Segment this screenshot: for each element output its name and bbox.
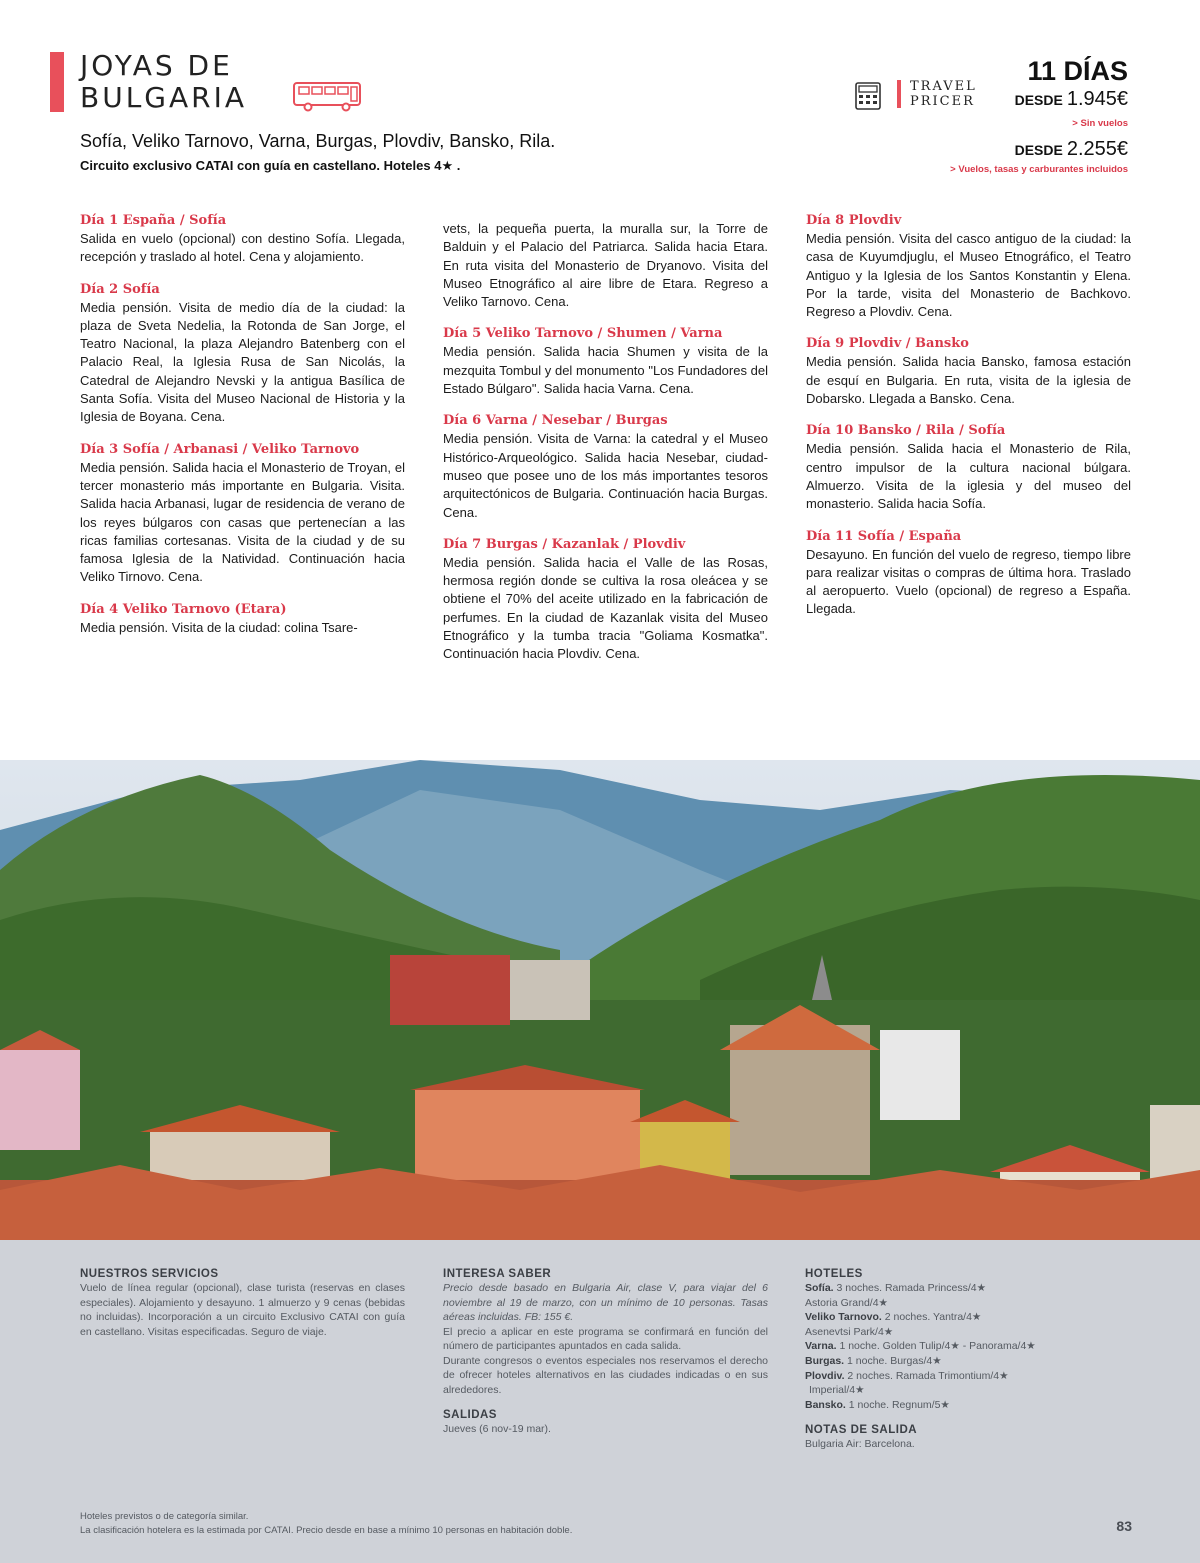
price-without-flights [1015, 88, 1128, 111]
itinerary-column-3 [806, 212, 1131, 633]
interesa-text-2: El precio a aplicar en este programa se confirmará en función del número de participantes apuntados en cada salida. [443, 1325, 768, 1352]
travel-pricer-line-2: PRICER [910, 94, 975, 109]
price-1-label: DESDE [1014, 92, 1063, 108]
day-text: Media pensión. Salida hacia Shumen y visita de la mezquita Tombul y del monumento "Los Fundadores del Estado Búlgaro". Salida hacia Varna. Cena. [443, 344, 768, 397]
hotel-city: Plovdiv. [805, 1369, 845, 1382]
notas-heading: NOTAS DE SALIDA [805, 1424, 918, 1437]
day-text: Media pensión. Visita del casco antiguo de la ciudad: la casa de Kuyumdjuglu, el Museo Etnográfico, el Teatro Antiguo y la Iglesia de los Santos Konstantin y Elena. Por la tarde, visita del Monasterio de Bachkovo. Regreso a Plovdiv. Cena. [806, 231, 1131, 320]
day-10 [806, 422, 1131, 513]
hotel-line: Astoria Grand/4★ [805, 1296, 888, 1309]
travel-pricer-label [910, 79, 977, 109]
hotels-section [805, 1268, 1130, 1452]
hotel-line [805, 1281, 1130, 1296]
day-6 [443, 412, 768, 521]
day-text: vets, la pequeña puerta, la muralla sur, la Torre de Balduin y el Palacio del Patriarca. Salida hacia Etara. En ruta visita del Monasterio de Dryanovo. Visita del Museo Etnográfico al aire libre de Etara. Regreso a Veliko Tarnovo. Cena. [443, 221, 768, 310]
day-2 [80, 281, 405, 427]
price-2-label: DESDE [1014, 142, 1063, 158]
hotel-line: Asenevtsi Park/4★ [805, 1325, 894, 1338]
day-4 [80, 601, 405, 637]
hotel-detail: 1 noche. Burgas/4★ [844, 1354, 942, 1367]
title-line-1: JOYAS DE [80, 49, 233, 82]
day-text: Media pensión. Salida hacia el Monasterio de Rila, centro impulsor de la cultura nacional búlgara. Almuerzo. Visita de la iglesia y del museo del monasterio. Salida hacia Sofía. [806, 441, 1131, 512]
page-number: 83 [1116, 1518, 1132, 1534]
travel-pricer-bar [897, 80, 901, 108]
day-9 [806, 335, 1131, 408]
price-2-amount: 2.255€ [1066, 138, 1128, 160]
hotel-line [805, 1354, 1130, 1369]
day-title: Día 8 Plovdiv [806, 213, 902, 228]
price-with-flights [1015, 138, 1128, 161]
hotel-detail: 2 noches. Ramada Trimontium/4★ [844, 1369, 1009, 1382]
trip-duration: 11 DÍAS [1027, 56, 1128, 86]
page-title [80, 50, 247, 114]
footnote-line-2: La clasificación hotelera es la estimada por CATAI. Precio desde en base a mínimo 10 personas en habitación doble. [80, 1525, 573, 1536]
travel-pricer-line-1: TRAVEL [910, 79, 977, 94]
salidas-heading: SALIDAS [443, 1409, 497, 1421]
interesa-text-1: Precio desde basado en Bulgaria Air, clase V, para viajar del 6 noviembre al 19 de marzo, con un mínimo de 10 personas. Tasas aéreas incluidas. FB: 155 €. [443, 1282, 768, 1323]
day-title: Día 6 Varna / Nesebar / Burgas [443, 413, 668, 429]
price-2-note: > Vuelos, tasas y carburantes incluidos [950, 164, 1128, 175]
day-11 [806, 528, 1131, 619]
day-title: Día 5 Veliko Tarnovo / Shumen / Varna [443, 326, 723, 342]
hotel-detail: 3 noches. Ramada Princess/4★ [833, 1282, 986, 1294]
footnote [80, 1510, 572, 1538]
hotel-city: Bansko. [805, 1398, 846, 1411]
day-title: Día 1 España / Sofía [80, 213, 227, 228]
day-title: Día 11 Sofía / España [806, 528, 962, 544]
day-text: Media pensión. Visita de medio día de la ciudad: la plaza de Sveta Nedelia, la Rotonda de San Jorge, el Teatro Nacional, la plaza Alejandro Batenberg con el Palacio Real, la Iglesia Rusa de San Nicolás, la Catedral de Alejandro Nevski y la antigua Basílica de Santa Sofía. Visita del Museo Nacional de Historia y la Iglesia de Boyana. Cena. [80, 299, 405, 425]
hotel-line [805, 1369, 1130, 1384]
day-8 [806, 212, 1131, 321]
itinerary-column-1 [80, 212, 405, 651]
plovdiv-landscape-photo [0, 760, 1200, 1240]
day-5 [443, 325, 768, 398]
hotel-detail: 2 noches. Yantra/4★ [881, 1311, 982, 1324]
hotel-city: Varna. [805, 1340, 837, 1353]
day-7 [443, 536, 768, 664]
services-section [80, 1268, 405, 1339]
price-1-amount: 1.945€ [1066, 88, 1128, 110]
interesa-text-3: Durante congresos o eventos especiales nos reservamos el derecho de ofrecer hoteles alternativos en las ciudades indicadas o en sus alrededores. [443, 1354, 768, 1396]
day-title: Día 10 Bansko / Rila / Sofía [806, 423, 1006, 439]
day-text: Salida en vuelo (opcional) con destino Sofía. Llegada, recepción y traslado al hotel. Cena y alojamiento. [80, 231, 405, 265]
day-text: Media pensión. Visita de la ciudad: colina Tsare- [80, 619, 358, 635]
day-title: Día 2 Sofía [80, 281, 160, 297]
notas-text: Bulgaria Air: Barcelona. [805, 1438, 915, 1451]
services-heading: NUESTROS SERVICIOS [80, 1268, 219, 1280]
hotel-line [805, 1398, 1130, 1413]
services-text: Vuelo de línea regular (opcional), clase turista (reservas en clases especiales). Alojamiento y desayuno. 1 almuerzo y 9 cenas (bebidas no incluidas). Incorporación a un circuito Exclusivo CATAI con guía en castellano. Visitas especificadas. Seguro de viaje. [80, 1282, 405, 1338]
calculator-icon [855, 82, 881, 110]
day-1 [80, 212, 405, 267]
title-line-2: BULGARIA [80, 81, 248, 114]
price-1-note: > Sin vuelos [1072, 118, 1128, 129]
hotel-city: Veliko Tarnovo. [805, 1311, 882, 1324]
hotel-detail: 1 noche. Golden Tulip/4★ - Panorama/4★ [836, 1340, 1036, 1353]
day-4-continued [443, 220, 768, 311]
interesa-heading: INTERESA SABER [443, 1268, 552, 1280]
hotel-line [805, 1339, 1130, 1354]
interesa-section [443, 1268, 768, 1437]
day-text: Media pensión. Salida hacia el Valle de las Rosas, hermosa región donde se cultiva la rosa oleácea y se obtiene el 70% del aceite utilizado en la fabricación de perfumes. En la ciudad de Kazanlak visita del Museo Etnográfico y la tumba tracia "Goliama Kosmatka". Continuación hacia Plovdiv. Cena. [443, 554, 768, 662]
itinerary-column-2 [443, 220, 768, 678]
footnote-line-1: Hoteles previstos o de categoría similar. [80, 1511, 249, 1522]
day-title: Día 7 Burgas / Kazanlak / Plovdiv [443, 536, 686, 552]
hotels-heading: HOTELES [805, 1268, 863, 1280]
circuit-description: Circuito exclusivo CATAI con guía en castellano. Hoteles 4★ . [80, 158, 461, 173]
day-text: Media pensión. Visita de Varna: la catedral y el Museo Histórico-Arqueológico. Salida hacia Nesebar, ciudad-museo que posee uno de los más importantes tesoros arquitectónicos de Bulgaria. Continuación hacia Burgas. Cena. [443, 431, 768, 520]
hotel-city: Burgas. [805, 1354, 845, 1367]
hotel-line [805, 1310, 1130, 1325]
day-3 [80, 441, 405, 587]
hotel-city: Sofía. [805, 1282, 834, 1294]
day-text: Media pensión. Salida hacia Bansko, famosa estación de esquí en Bulgaria. En ruta, visita de la iglesia de Dobarsko. Llegada a Bansko. Cena. [806, 354, 1131, 407]
hotel-line: Imperial/4★ [809, 1384, 865, 1397]
route-cities: Sofía, Veliko Tarnovo, Varna, Burgas, Plovdiv, Bansko, Rila. [80, 131, 556, 151]
info-panel [0, 1240, 1200, 1563]
day-title: Día 4 Veliko Tarnovo (Etara) [80, 601, 287, 617]
title-accent-bar [50, 52, 64, 112]
day-text: Media pensión. Salida hacia el Monasterio de Troyan, el tercer monasterio más importante en Bulgaria. Visita. Salida hacia Arbanasi, lugar de residencia de verano de los reyes búlgaros con casas que pertenecían a las ricas familias cortesanas. Visita de la ciudad y de su famosa Iglesia de la Natividad. Continuación hacia Veliko Tirnovo. Cena. [80, 459, 405, 585]
day-title: Día 9 Plovdiv / Bansko [806, 336, 969, 352]
hotel-detail: 1 noche. Regnum/5★ [845, 1398, 950, 1411]
bus-icon [292, 80, 364, 112]
salidas-text: Jueves (6 nov-19 mar). [443, 1423, 551, 1435]
day-title: Día 3 Sofía / Arbanasi / Veliko Tarnovo [80, 441, 360, 457]
day-text: Desayuno. En función del vuelo de regreso, tiempo libre para realizar visitas o compras de última hora. Traslado al aeropuerto. Vuelo (opcional) de regreso a España. Llegada. [806, 546, 1131, 617]
